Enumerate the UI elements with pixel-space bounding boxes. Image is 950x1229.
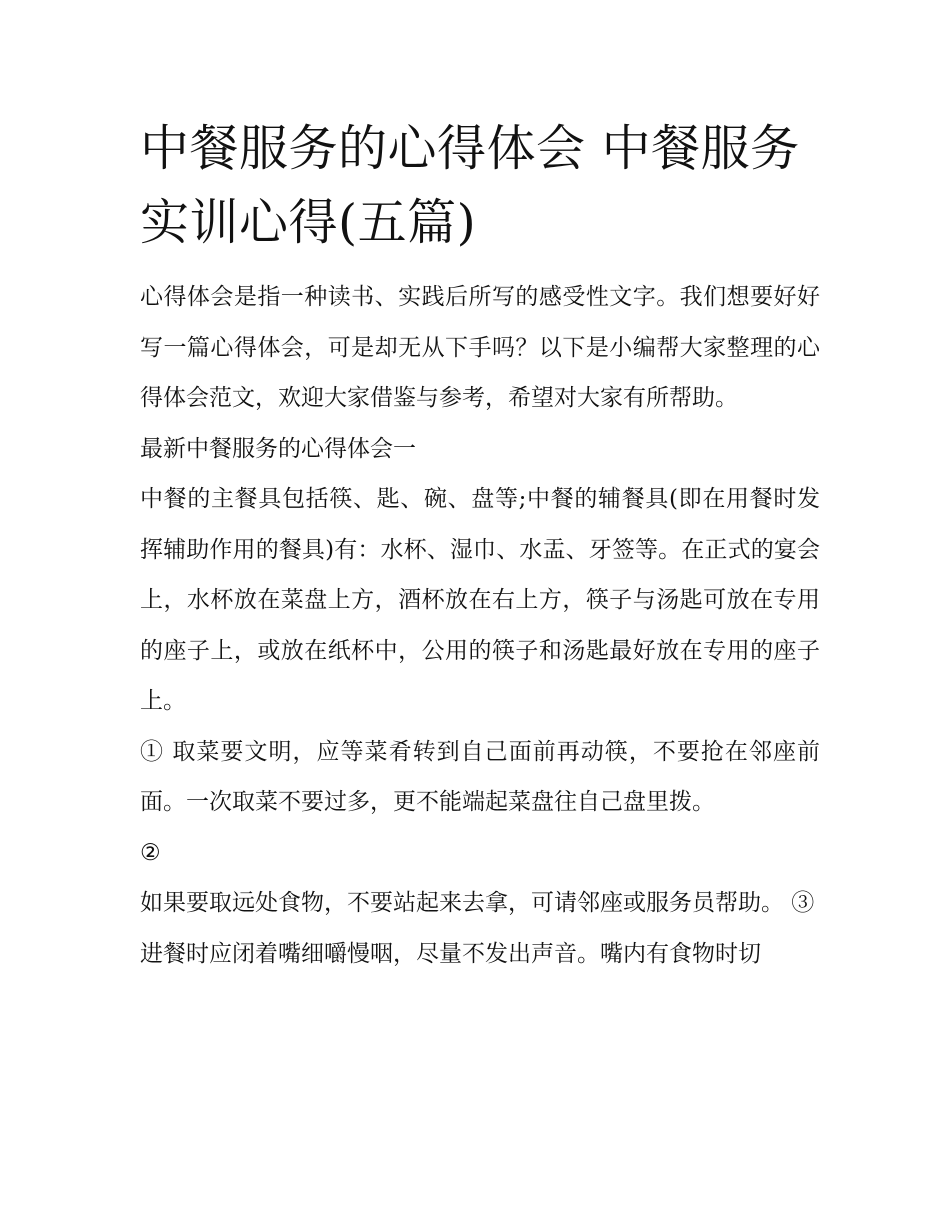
etiquette-marker-2: ②: [140, 839, 161, 866]
etiquette-item-3: 进餐时应闭着嘴细嚼慢咽，尽量不发出声音。嘴内有食物时切: [140, 940, 761, 967]
intro-paragraph: 心得体会是指一种读书、实践后所写的感受性文字。我们想要好好写一篇心得体会，可是却无从下手吗？以下是小编帮大家整理的心得体会范文，欢迎大家借鉴与参考，希望对大家有所帮助。: [140, 284, 820, 411]
document-page: [140, 112, 820, 979]
document-title: 中餐服务的心得体会 中餐服务实训心得(五篇): [140, 120, 800, 251]
etiquette-item-1: ① 取菜要文明，应等菜肴转到自己面前再动筷，不要抢在邻座前面。一次取菜不要过多，更不能端起菜盘往自己盘里拨。: [140, 738, 820, 815]
document-body: [140, 272, 820, 979]
tableware-paragraph: 中餐的主餐具包括筷、匙、碗、盘等;中餐的辅餐具(即在用餐时发挥辅助作用的餐具)有：水杯、湿巾、水盂、牙签等。在正式的宴会上，水杯放在菜盘上方，酒杯放在右上方，筷子与汤匙可放在专用的座子上，或放在纸杯中，公用的筷子和汤匙最好放在专用的座子上。: [140, 486, 820, 714]
section-heading: 最新中餐服务的心得体会一: [140, 435, 416, 462]
etiquette-item-2: 如果要取远处食物，不要站起来去拿，可请邻座或服务员帮助。 ③: [140, 890, 815, 916]
